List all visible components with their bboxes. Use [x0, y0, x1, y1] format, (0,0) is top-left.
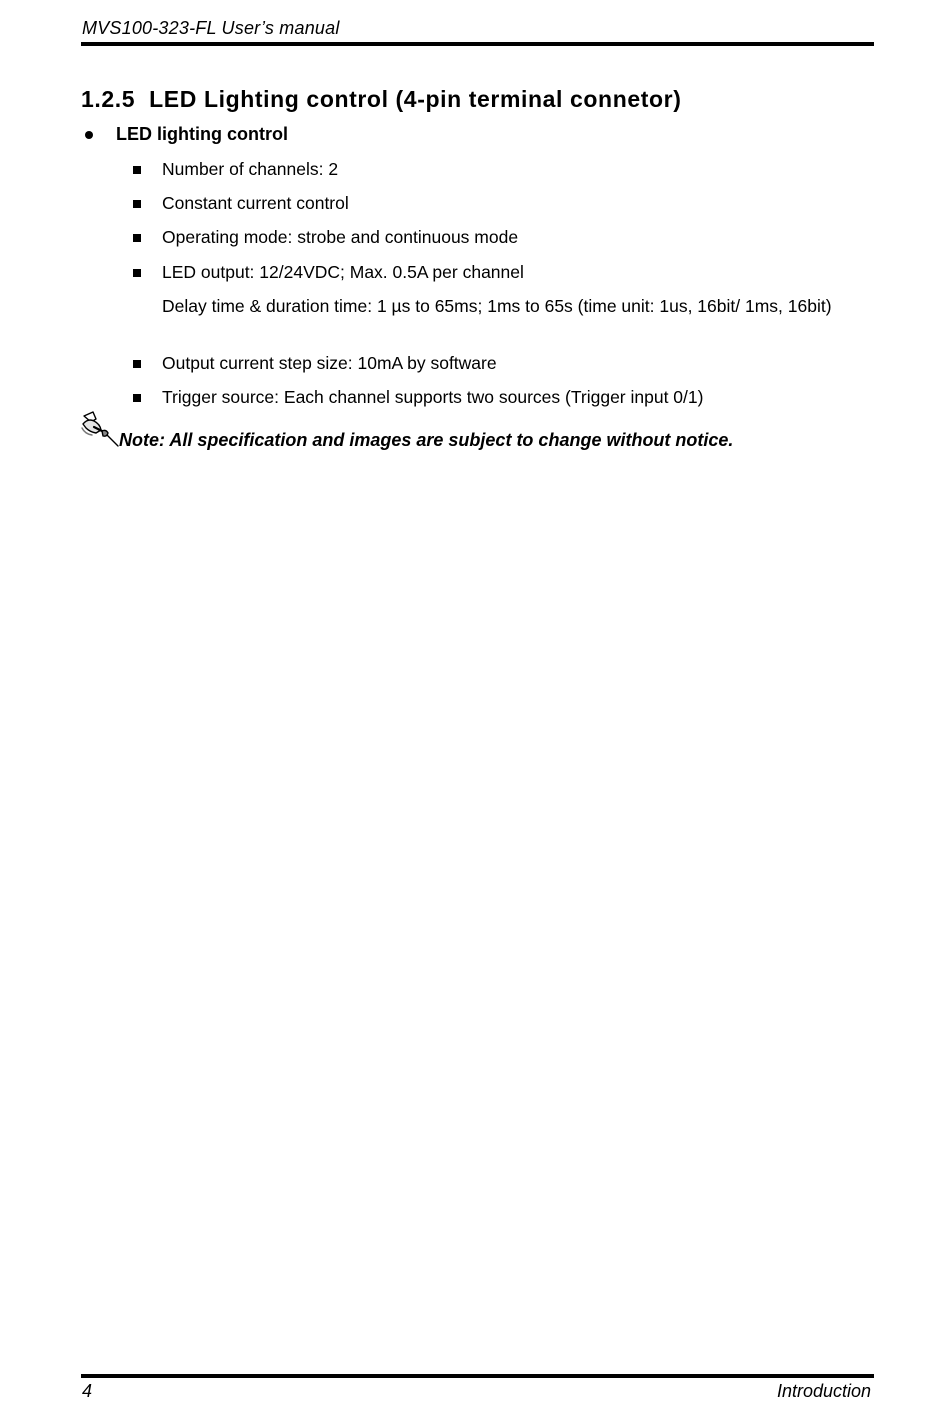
list-item-text: Operating mode: strobe and continuous mode: [162, 227, 519, 247]
bullet-label: LED lighting control: [116, 124, 288, 144]
square-bullet-icon: [133, 234, 141, 242]
header-divider: [81, 42, 874, 46]
footer-divider: [81, 1374, 874, 1378]
list-item-text: Trigger source: Each channel supports two sources (Trigger input 0/1): [162, 387, 704, 407]
square-bullet-icon: [133, 269, 141, 277]
list-item-text: Constant current control: [162, 193, 349, 213]
section-heading: [81, 86, 681, 113]
square-bullet-icon: [133, 360, 141, 368]
header-title: MVS100-323-FL User’s manual: [82, 18, 340, 38]
list-item-text: Number of channels: 2: [162, 159, 339, 179]
list-item-text: Output current step size: 10mA by software: [162, 353, 497, 373]
page-number: 4: [82, 1381, 93, 1401]
bullet-dot-icon: [85, 131, 93, 139]
section-number: 1.2.5: [81, 86, 136, 112]
note-text: Note: All specification and images are subject to change without notice.: [119, 430, 734, 450]
footer-section-name: Introduction: [776, 1381, 871, 1401]
list-item-text: LED output: 12/24VDC; Max. 0.5A per channel: [162, 262, 524, 282]
section-title: LED Lighting control (4-pin terminal connetor): [149, 86, 682, 112]
pushpin-icon: [80, 410, 120, 448]
list-item-text: Delay time & duration time: 1 µs to 65ms; 1ms to 65s (time unit: 1us, 16bit/ 1ms, 16bit): [162, 296, 832, 316]
square-bullet-icon: [133, 166, 141, 174]
square-bullet-icon: [133, 200, 141, 208]
square-bullet-icon: [133, 394, 141, 402]
